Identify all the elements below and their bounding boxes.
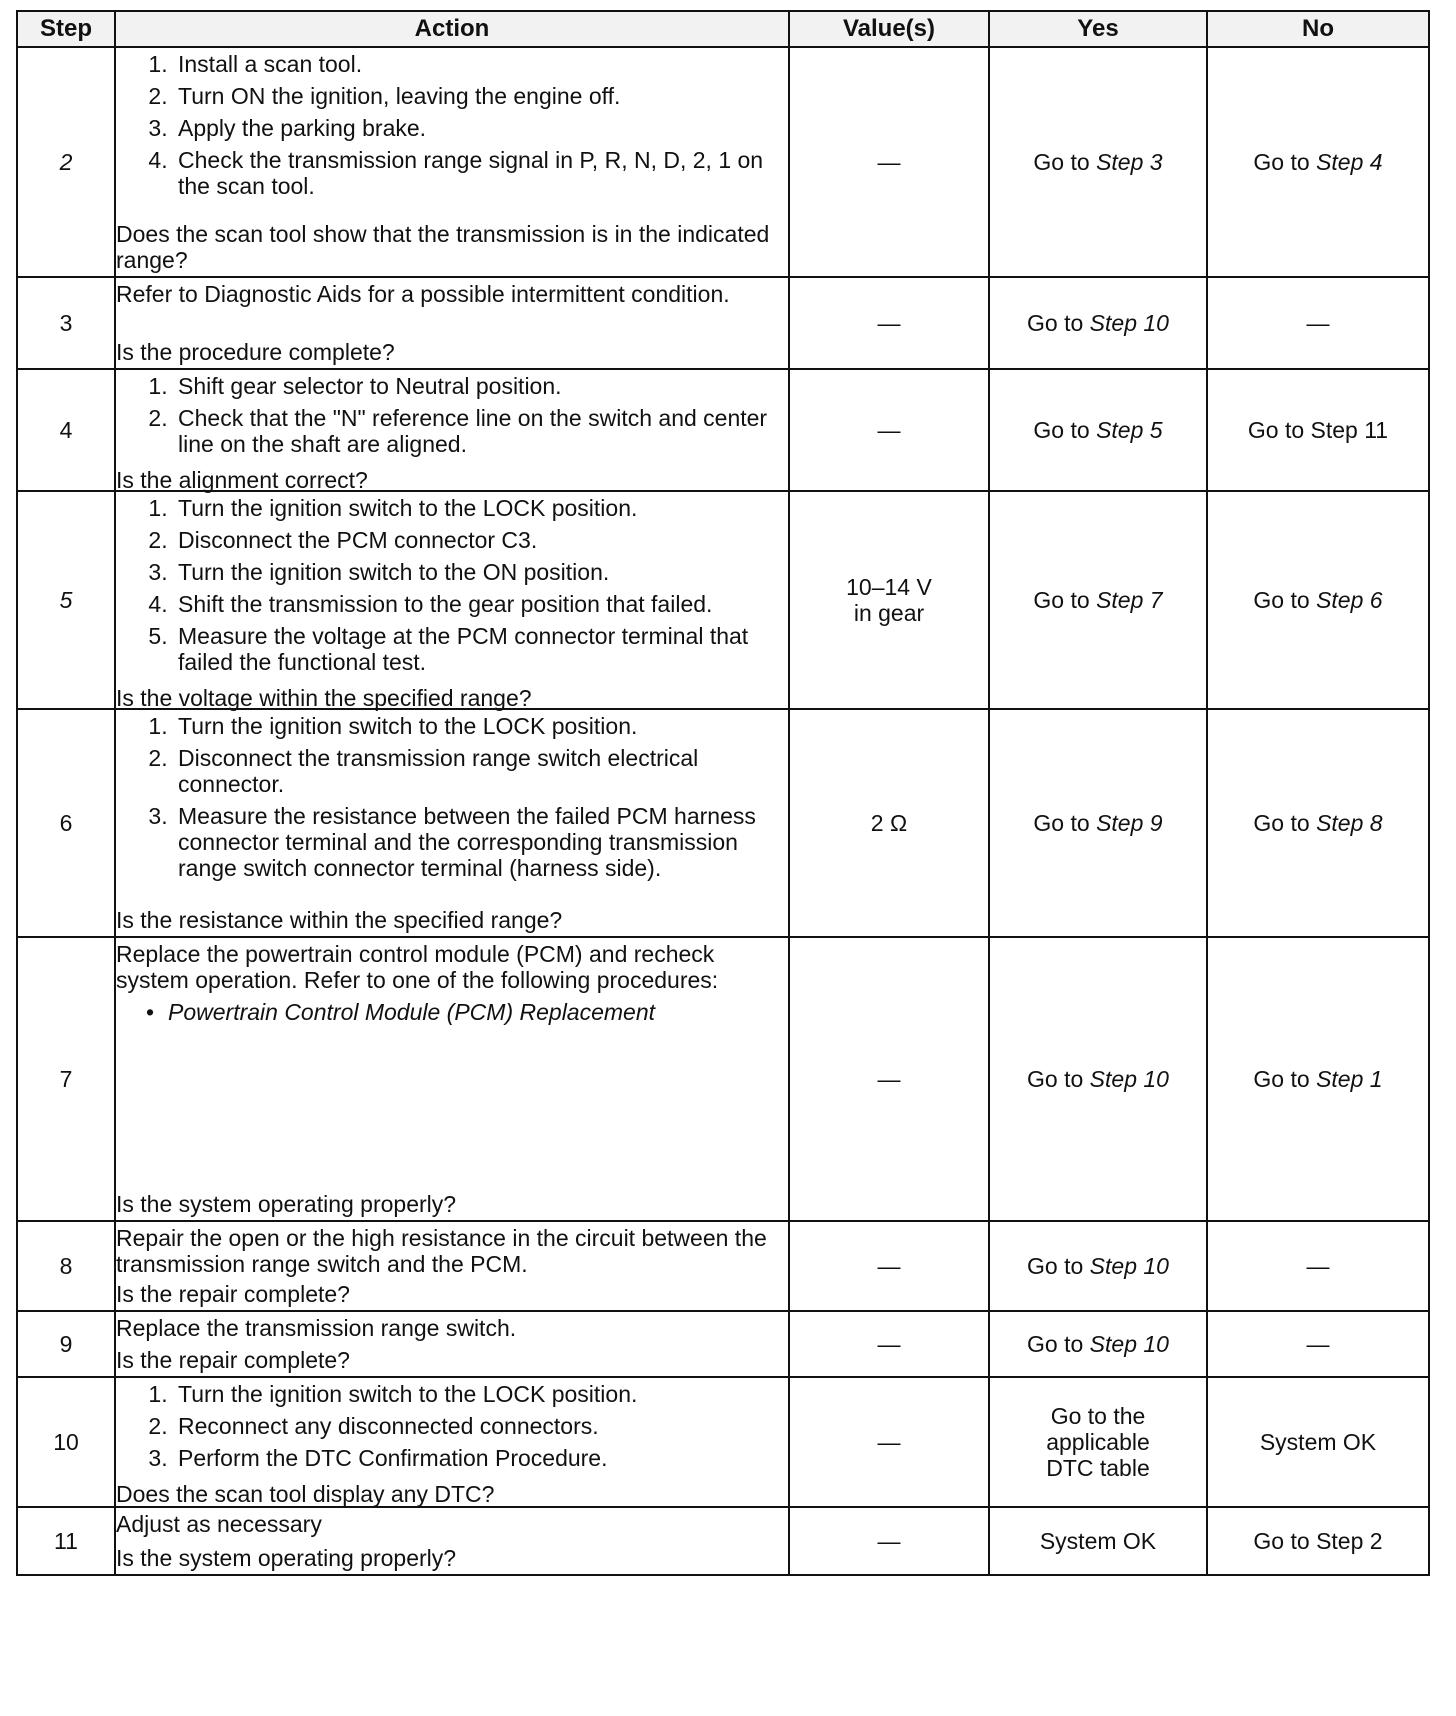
yes-cell: Go to Step 10 <box>989 1221 1207 1311</box>
table-row-step-2 <box>17 47 1429 277</box>
diagnostic-table-wrapper <box>16 10 1428 1576</box>
diagnostic-table <box>16 10 1430 1576</box>
yes-line: Go to the <box>1050 1403 1146 1429</box>
action-text: Refer to Diagnostic Aids for a possible intermittent condition. <box>116 281 730 307</box>
yes-cell: Go to Step 10 <box>989 277 1207 369</box>
procedure-link[interactable]: • Powertrain Control Module (PCM) Replacement <box>168 999 788 1025</box>
table-header-row <box>17 11 1429 47</box>
yes-line: DTC table <box>1046 1455 1150 1481</box>
procedure-list <box>116 999 788 1025</box>
no-cell: Go to Step 6 <box>1207 491 1429 709</box>
step-number: 4 <box>17 369 115 491</box>
action-cell <box>115 491 789 709</box>
list-item: 3. Apply the parking brake. <box>174 115 788 141</box>
no-cell: Go to Step 8 <box>1207 709 1429 937</box>
step-number: 5 <box>17 491 115 709</box>
yes-cell: Go to Step 10 <box>989 937 1207 1221</box>
list-item: 1. Shift gear selector to Neutral position. <box>174 373 788 399</box>
list-item: 3. Turn the ignition switch to the ON position. <box>174 559 788 585</box>
action-cell <box>115 1507 789 1575</box>
list-item: 1. Turn the ignition switch to the LOCK position. <box>174 713 788 739</box>
action-cell <box>115 47 789 277</box>
value-cell: 2 Ω <box>789 709 989 937</box>
value-cell: — <box>789 47 989 277</box>
action-question: Is the voltage within the specified range? <box>116 685 532 711</box>
header-action: Action <box>115 11 789 47</box>
action-cell <box>115 1311 789 1377</box>
action-question: Is the resistance within the specified range? <box>116 907 563 933</box>
step-number: 7 <box>17 937 115 1221</box>
list-item: 3. Perform the DTC Confirmation Procedure. <box>174 1445 788 1471</box>
header-yes: Yes <box>989 11 1207 47</box>
value-cell: — <box>789 1377 989 1507</box>
header-values: Value(s) <box>789 11 989 47</box>
step-number: 3 <box>17 277 115 369</box>
action-steps-list <box>116 1381 788 1477</box>
action-text: Adjust as necessary <box>116 1511 322 1537</box>
yes-cell: System OK <box>989 1507 1207 1575</box>
list-item: 1. Turn the ignition switch to the LOCK position. <box>174 495 788 521</box>
list-item: 1. Turn the ignition switch to the LOCK position. <box>174 1381 788 1407</box>
no-cell: Go to Step 11 <box>1207 369 1429 491</box>
action-cell <box>115 277 789 369</box>
no-cell: — <box>1207 1221 1429 1311</box>
header-no: No <box>1207 11 1429 47</box>
value-cell: — <box>789 1221 989 1311</box>
action-steps-list <box>116 495 788 681</box>
yes-line: applicable <box>1046 1429 1150 1455</box>
table-row-step-6 <box>17 709 1429 937</box>
action-question: Does the scan tool display any DTC? <box>116 1481 495 1507</box>
action-cell <box>115 937 789 1221</box>
yes-cell: Go to Step 5 <box>989 369 1207 491</box>
yes-cell: Go to Step 9 <box>989 709 1207 937</box>
list-item: 2. Disconnect the PCM connector C3. <box>174 527 788 553</box>
action-steps-list <box>116 51 788 205</box>
table-row-step-11 <box>17 1507 1429 1575</box>
action-steps-list <box>116 713 788 887</box>
value-cell: — <box>789 369 989 491</box>
table-row-step-10 <box>17 1377 1429 1507</box>
value-cell: — <box>789 277 989 369</box>
yes-cell <box>989 1377 1207 1507</box>
action-question: Is the alignment correct? <box>116 467 368 493</box>
no-cell: — <box>1207 1311 1429 1377</box>
list-item: 4. Check the transmission range signal in P, R, N, D, 2, 1 on the scan tool. <box>174 147 788 199</box>
action-question: Does the scan tool show that the transmission is in the indicated range? <box>116 221 770 273</box>
action-question: Is the repair complete? <box>116 1281 350 1307</box>
action-cell <box>115 369 789 491</box>
value-line: 10–14 V <box>846 574 932 600</box>
action-cell <box>115 1377 789 1507</box>
action-question: Is the procedure complete? <box>116 339 395 365</box>
list-item: 3. Measure the resistance between the failed PCM harness connector terminal and the corresponding transmission range switch connector terminal (harness side). <box>174 803 788 881</box>
table-row-step-8 <box>17 1221 1429 1311</box>
step-number: 11 <box>17 1507 115 1575</box>
step-number: 9 <box>17 1311 115 1377</box>
value-cell <box>789 491 989 709</box>
action-question: Is the system operating properly? <box>116 1191 457 1217</box>
table-row-step-5 <box>17 491 1429 709</box>
no-cell: Go to Step 4 <box>1207 47 1429 277</box>
action-cell <box>115 1221 789 1311</box>
no-cell: — <box>1207 277 1429 369</box>
action-steps-list <box>116 373 788 463</box>
yes-cell: Go to Step 10 <box>989 1311 1207 1377</box>
step-number: 10 <box>17 1377 115 1507</box>
list-item: 2. Check that the "N" reference line on the switch and center line on the shaft are aligned. <box>174 405 788 457</box>
list-item: 2. Disconnect the transmission range switch electrical connector. <box>174 745 788 797</box>
step-number: 2 <box>17 47 115 277</box>
yes-cell: Go to Step 3 <box>989 47 1207 277</box>
action-text: Replace the powertrain control module (PCM) and recheck system operation. Refer to one of the following procedures: <box>116 941 719 993</box>
no-cell: System OK <box>1207 1377 1429 1507</box>
list-item: 1. Install a scan tool. <box>174 51 788 77</box>
no-cell: Go to Step 2 <box>1207 1507 1429 1575</box>
list-item: 2. Turn ON the ignition, leaving the engine off. <box>174 83 788 109</box>
list-item: 2. Reconnect any disconnected connectors. <box>174 1413 788 1439</box>
list-item: 4. Shift the transmission to the gear position that failed. <box>174 591 788 617</box>
action-cell <box>115 709 789 937</box>
header-step: Step <box>17 11 115 47</box>
table-row-step-7 <box>17 937 1429 1221</box>
step-number: 8 <box>17 1221 115 1311</box>
list-item: 5. Measure the voltage at the PCM connector terminal that failed the functional test. <box>174 623 788 675</box>
value-cell: — <box>789 1311 989 1377</box>
value-line: in gear <box>853 600 925 626</box>
action-text: Repair the open or the high resistance in the circuit between the transmission range switch and the PCM. <box>116 1225 767 1277</box>
value-cell: — <box>789 937 989 1221</box>
action-question: Is the system operating properly? <box>116 1545 457 1571</box>
action-text: Replace the transmission range switch. <box>116 1315 517 1341</box>
value-cell: — <box>789 1507 989 1575</box>
table-row-step-9 <box>17 1311 1429 1377</box>
step-number: 6 <box>17 709 115 937</box>
table-row-step-4 <box>17 369 1429 491</box>
yes-cell: Go to Step 7 <box>989 491 1207 709</box>
no-cell: Go to Step 1 <box>1207 937 1429 1221</box>
table-row-step-3 <box>17 277 1429 369</box>
action-question: Is the repair complete? <box>116 1347 350 1373</box>
